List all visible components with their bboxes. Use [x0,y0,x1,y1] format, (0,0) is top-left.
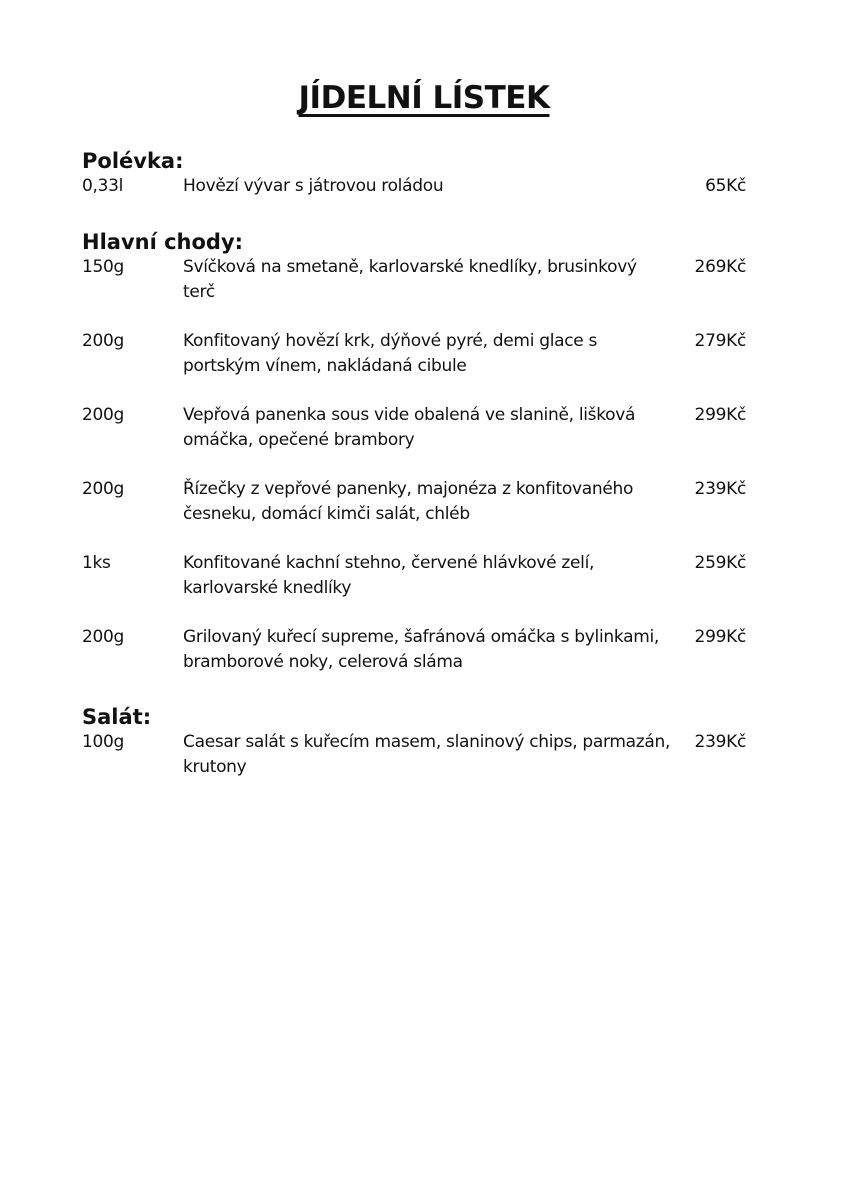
item-quantity: 100g [82,732,125,752]
section-heading: Salát: [82,705,152,729]
item-price: 65Kč [705,176,746,196]
item-price: 239Kč [694,479,746,499]
item-quantity: 200g [82,479,125,499]
item-description: Svíčková na smetaně, karlovarské knedlíky, brusinkový terč [183,257,637,302]
menu-item [82,329,752,403]
item-description: Konfitované kachní stehno, červené hlávkové zelí, karlovarské knedlíky [183,553,595,598]
section-main-courses [82,229,752,675]
section-soup [82,148,752,199]
menu-title-wrap [0,80,848,116]
menu-item [82,625,752,675]
menu-title: JÍDELNÍ LÍSTEK [298,80,550,116]
item-price: 269Kč [694,257,746,277]
item-quantity: 200g [82,331,125,351]
section-heading: Hlavní chody: [82,230,244,254]
section-salad [82,704,752,780]
menu-item [82,255,752,329]
menu-item [82,174,752,199]
item-description: Vepřová panenka sous vide obalená ve slanině, lišková omáčka, opečené brambory [183,405,636,450]
item-quantity: 150g [82,257,125,277]
item-quantity: 200g [82,405,125,425]
menu-item [82,477,752,551]
item-description: Konfitovaný hovězí krk, dýňové pyré, demi glace s portským vínem, nakládaná cibule [183,331,598,376]
item-quantity: 1ks [82,553,111,573]
item-quantity: 0,33l [82,176,124,196]
section-heading: Polévka: [82,149,184,173]
item-description: Hovězí vývar s játrovou roládou [183,176,444,196]
item-quantity: 200g [82,627,125,647]
menu-item [82,403,752,477]
item-price: 299Kč [694,627,746,647]
item-price: 239Kč [694,732,746,752]
item-price: 299Kč [694,405,746,425]
item-description: Řízečky z vepřové panenky, majonéza z konfitovaného česneku, domácí kimči salát, chléb [183,479,634,524]
item-price: 279Kč [694,331,746,351]
item-description: Grilovaný kuřecí supreme, šafránová omáčka s bylinkami, bramborové noky, celerová sláma [183,627,659,672]
menu-item [82,730,752,780]
item-price: 259Kč [694,553,746,573]
menu-item [82,551,752,625]
item-description: Caesar salát s kuřecím masem, slaninový chips, parmazán, krutony [183,732,671,777]
